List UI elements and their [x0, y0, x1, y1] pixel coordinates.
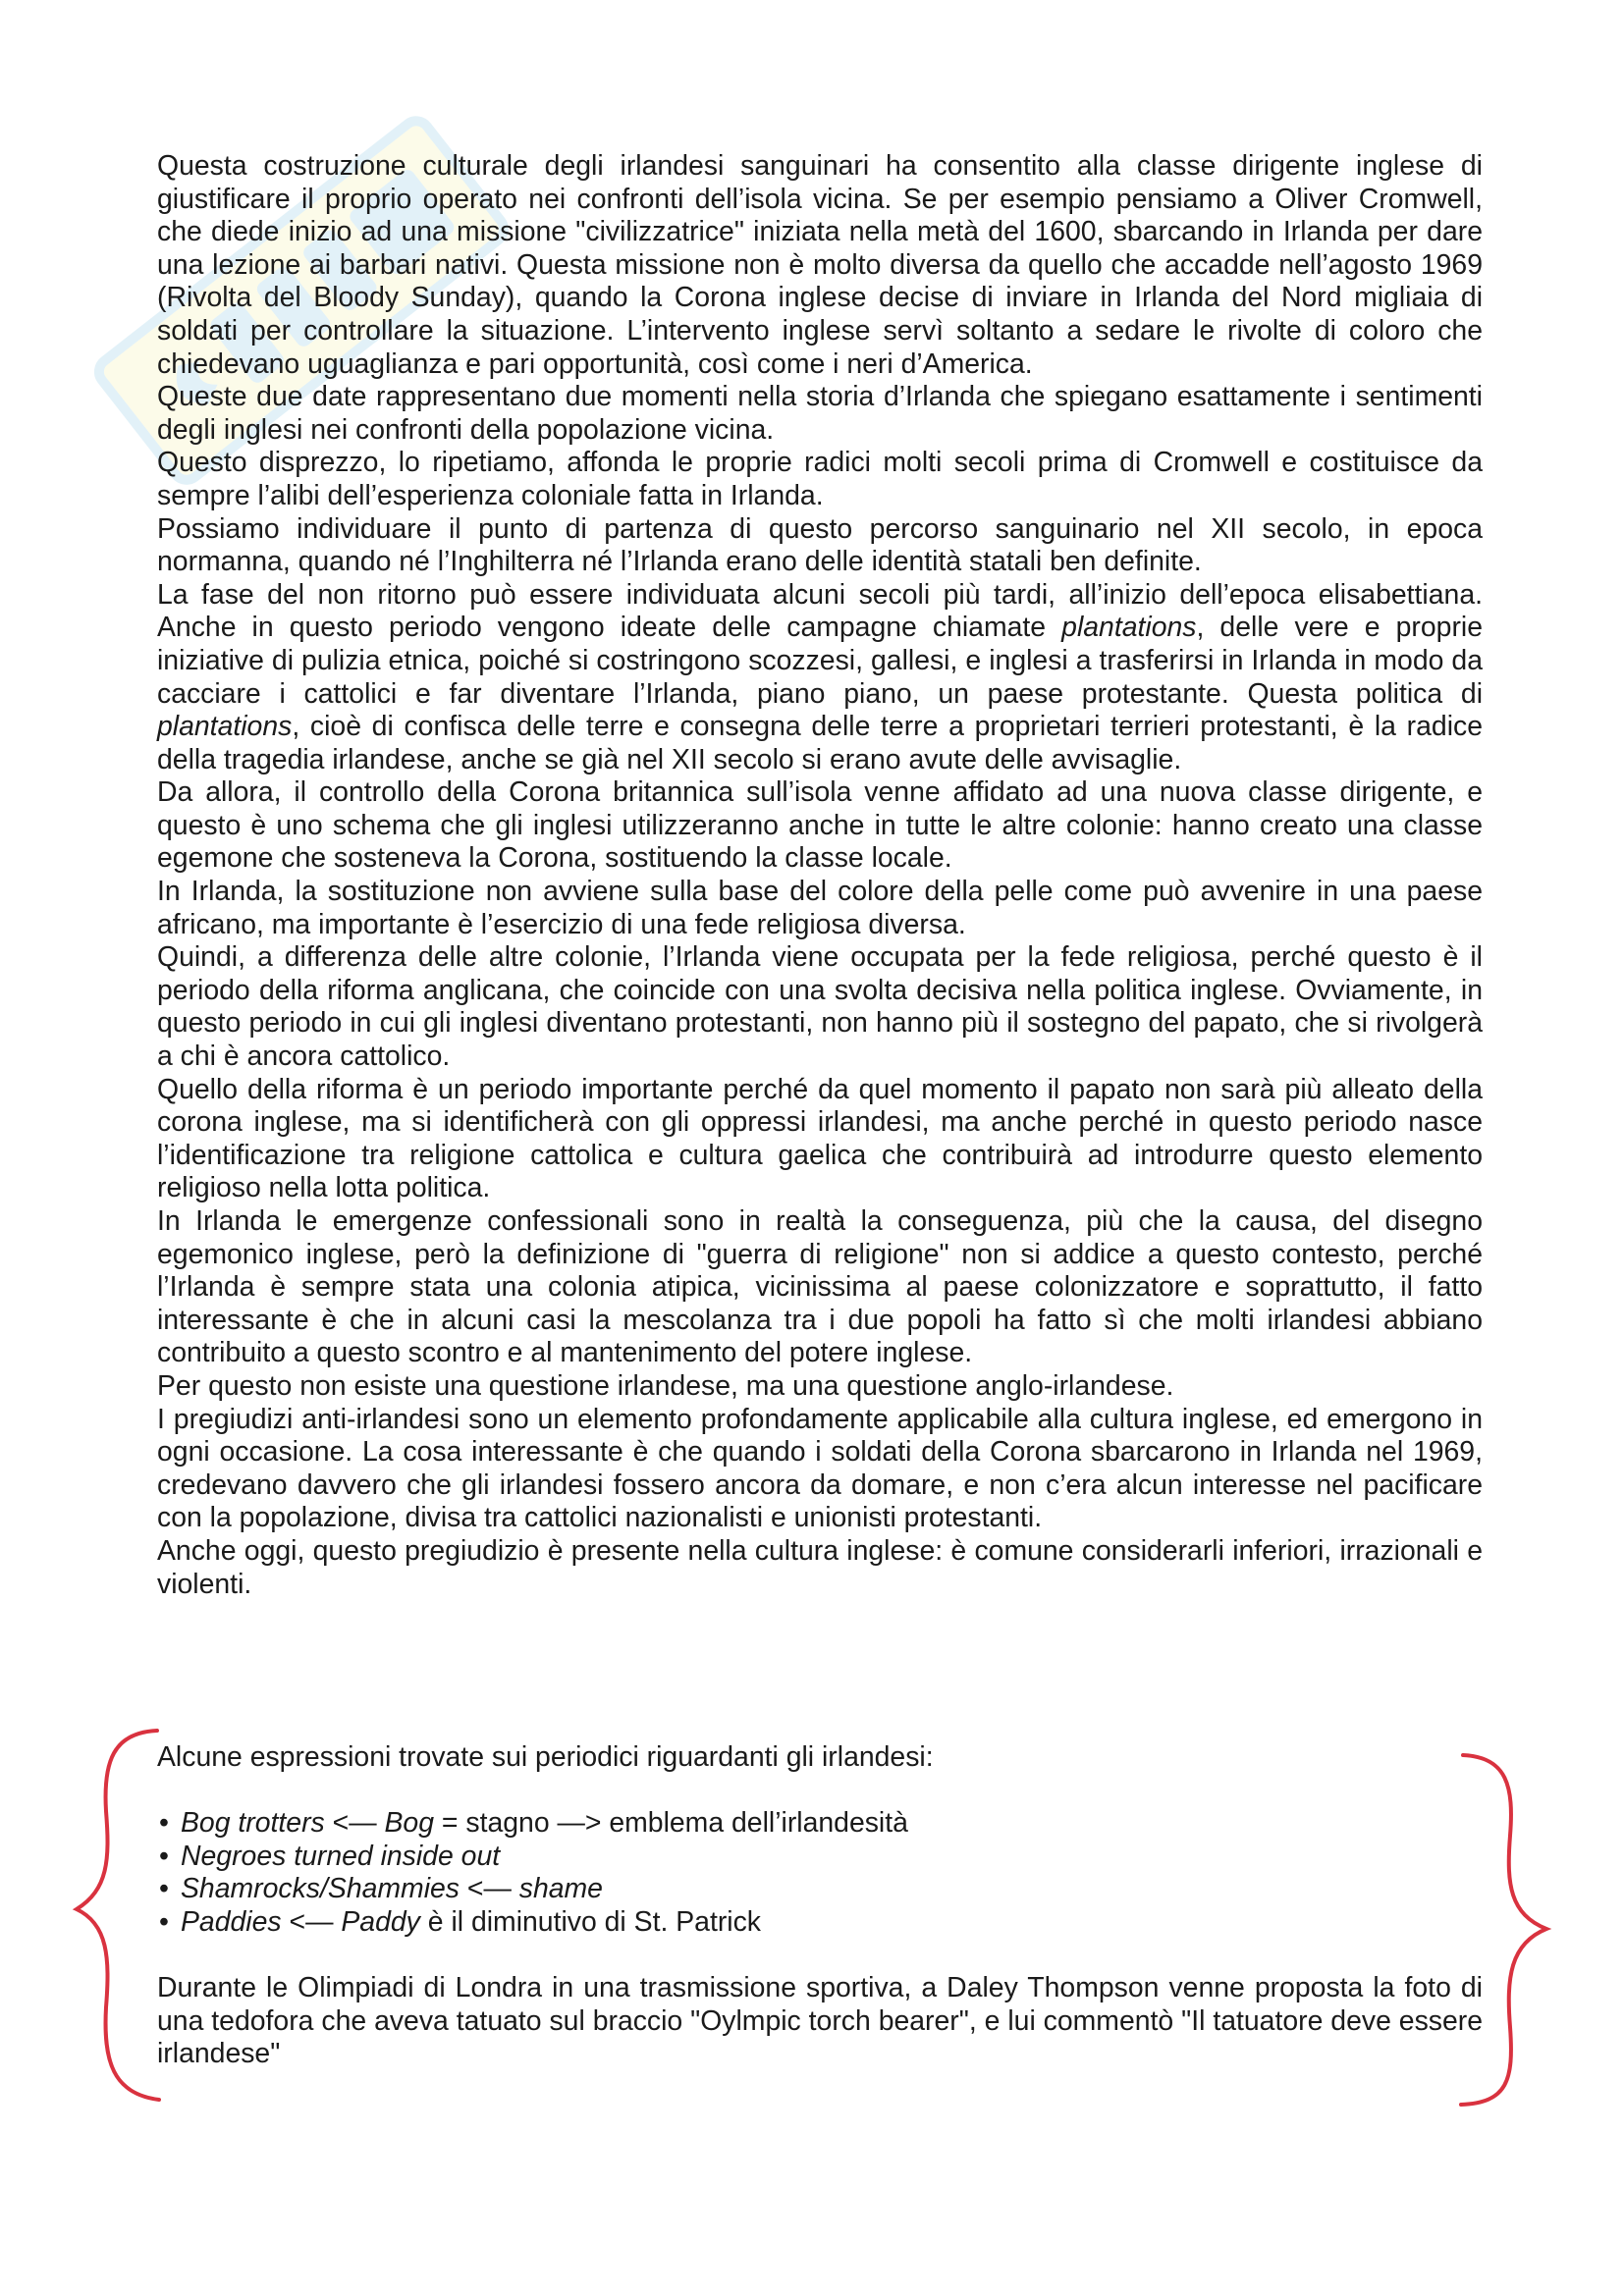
expressions-box	[157, 1741, 1483, 2071]
list-item	[157, 1841, 1483, 1874]
list-item	[157, 1807, 1483, 1841]
separator: <—	[324, 1807, 385, 1840]
italic-term: Bog trotters	[181, 1807, 325, 1840]
italic-term: shame	[518, 1873, 603, 1905]
text-span: , cioè di confisca delle terre e consegna delle terre a proprietari terrieri protestanti, è la radice della tragedia irlandese, anche se già nel XII secolo si erano avute delle avvisaglie.	[157, 711, 1483, 775]
text-span: è il diminutivo di St. Patrick	[419, 1905, 761, 1938]
paragraph: In Irlanda, la sostituzione non avviene sulla base del colore della pelle come può avvenire in una paese africano, ma importante è l’esercizio di una fede religiosa diversa.	[157, 876, 1483, 940]
italic-term: plantations	[157, 711, 293, 743]
paragraph: Questo disprezzo, lo ripetiamo, affonda le proprie radici molti secoli prima di Cromwell e costituisce da sempre l’alibi dell’esperienza coloniale fatta in Irlanda.	[157, 447, 1483, 511]
paragraph: Possiamo individuare il punto di partenza di questo percorso sanguinario nel XII secolo, in epoca normanna, quando né l’Inghilterra né l’Irlanda erano delle identità statali ben definite.	[157, 512, 1483, 578]
text-span: La fase del non ritorno può essere individuata alcuni secoli più tardi, all’inizio dell’epoca elisabettiana. Anche in questo periodo vengono ideate delle campagne chiamate	[157, 578, 1483, 644]
italic-term: Negroes turned inside out	[181, 1840, 501, 1872]
paragraph: In Irlanda le emergenze confessionali sono in realtà la conseguenza, più che la causa, del disegno egemonico inglese, però la definizione di "guerra di religione" non si addice a questo contesto, perché l’Irlanda è sempre stata una colonia atipica, vicinissima al paese colonizzatore e soprattutto, il fatto interessante è che in alcuni casi la mescolanza tra i due popoli ha fatto sì che molti irlandesi abbiano contribuito a questo scontro e al mantenimento del potere inglese.	[157, 1205, 1483, 1369]
box-intro: Alcune espressioni trovate sui periodici riguardanti gli irlandesi:	[157, 1741, 934, 1773]
main-text	[157, 150, 1483, 1601]
paragraph: Da allora, il controllo della Corona britannica sull’isola venne affidato ad una nuova classe dirigente, e questo è uno schema che gli inglesi utilizzeranno anche in tutte le altre colonie: hanno creato una classe egemone che sosteneva la Corona, sostituendo la classe locale.	[157, 776, 1483, 875]
italic-term: plantations	[1061, 612, 1197, 644]
left-brace-icon	[59, 1723, 167, 2106]
paragraph-plantations	[157, 579, 1483, 777]
separator: <—	[281, 1905, 342, 1938]
paragraph: I pregiudizi anti-irlandesi sono un elemento profondamente applicabile alla cultura inglese, ed emergono in ogni occasione. La cosa interessante è che quando i soldati della Corona sbarcarono in Irlanda nel 1969, credevano davvero che gli irlandesi fossero ancora da domare, e non c’era alcun interesse nel pacificare con la popolazione, divisa tra cattolici nazionalisti e unionisti protestanti.	[157, 1403, 1483, 1534]
paragraph: Questa costruzione culturale degli irlandesi sanguinari ha consentito alla classe dirigente inglese di giustificare il proprio operato nei confronti dell’isola vicina. Se per esempio pensiamo a Oliver Cromwell, che diede inizio ad una missione "civilizzatrice" iniziata nella metà del 1600, sbarcando in Irlanda per dare una lezione ai barbari nativi. Questa missione non è molto diversa da quello che accadde nell’agosto 1969 (Rivolta del Bloody Sunday), quando la Corona inglese decise di inviare in Irlanda del Nord migliaia di soldati per controllare la situazione. L’intervento inglese servì soltanto a sedare le rivolte di coloro che chiedevano uguaglianza e pari opportunità, così come i neri d’America.	[157, 150, 1483, 380]
paragraph: Anche oggi, questo pregiudizio è presente nella cultura inglese: è comune considerarli inferiori, irrazionali e violenti.	[157, 1534, 1483, 1600]
paragraph: Quindi, a differenza delle altre colonie, l’Irlanda viene occupata per la fede religiosa, perché questo è il periodo della riforma anglicana, che coincide con una svolta decisiva nella politica inglese. Ovviamente, in questo periodo in cui gli inglesi diventano protestanti, non hanno più il sostegno del papato, che si rivolgerà a chi è ancora cattolico.	[157, 941, 1483, 1073]
paragraph: Quello della riforma è un periodo importante perché da quel momento il papato non sarà più alleato della corona inglese, ma si identificherà con gli oppressi irlandesi, ma anche perché in questo periodo nasce l’identificazione tra religione cattolica e cultura gaelica che contribuirà ad introdurre questo elemento religioso nella lotta politica.	[157, 1073, 1483, 1204]
separator: <—	[460, 1873, 519, 1905]
paragraph: Per questo non esiste una questione irlandese, ma una questione anglo-irlandese.	[157, 1369, 1174, 1402]
expressions-list	[157, 1807, 1483, 1939]
box-closing: Durante le Olimpiadi di Londra in una trasmissione sportiva, a Daley Thompson venne proposta la foto di una tedofora che aveva tatuato sul braccio "Oylmpic torch bearer", e lui commentò "Il tatuatore deve essere irlandese"	[157, 1972, 1483, 2070]
italic-term: Bog	[384, 1807, 435, 1840]
italic-term: Paddy	[341, 1905, 420, 1938]
italic-term: Shamrocks/Shammies	[181, 1873, 460, 1905]
text-span: , delle vere e proprie iniziative di pulizia etnica, poiché si costringono scozzesi, gallesi, e inglesi a trasferirsi in Irlanda in modo da cacciare i cattolici e far diventare l’Irlanda, piano piano, un paese protestante. Questa politica di	[157, 612, 1483, 710]
paragraph: Queste due date rappresentano due momenti nella storia d’Irlanda che spiegano esattamente i sentimenti degli inglesi nei confronti della popolazione vicina.	[157, 381, 1483, 446]
italic-term: Paddies	[181, 1905, 282, 1938]
text-span: = stagno —> emblema dell’irlandesità	[434, 1807, 908, 1840]
list-item	[157, 1906, 1483, 1940]
list-item	[157, 1873, 1483, 1906]
